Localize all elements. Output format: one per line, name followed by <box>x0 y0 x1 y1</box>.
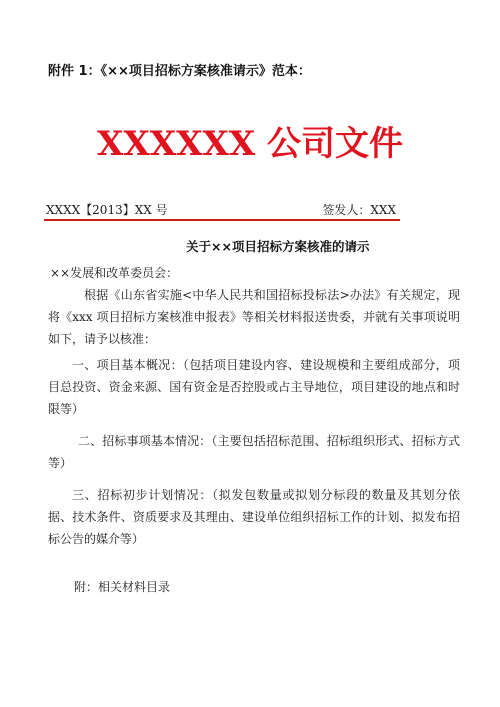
paragraph-tender-plan: 三、招标初步计划情况：（拟发包数量或拟划分标段的数量及其划分依据、技术条件、资质要求及其理由、建设单位组织招标工作的计划、拟发布招标公告的媒介等） <box>48 488 460 546</box>
red-divider-rule <box>44 219 400 221</box>
document-heading: XXXXXX 公司文件 <box>96 124 404 164</box>
issuer-line: 签发人：XXX <box>322 203 396 217</box>
paragraph-intro: 根据《山东省实施<中华人民共和国招标投标法>办法》有关规定，现将《xxx 项目招标方案核准申报表》等相关材料报送贵委，并就有关事项说明如下，请予以核准： <box>48 288 460 346</box>
addressee: ××发展和改革委员会： <box>50 266 179 280</box>
request-title: 关于××项目招标方案核准的请示 <box>186 239 370 254</box>
appendix-note: 附：相关材料目录 <box>74 580 171 594</box>
attachment-label: 附件 1：《××项目招标方案核准请示》范本： <box>48 64 311 79</box>
document-number: XXXX【2013】XX 号 <box>46 203 168 217</box>
paragraph-tender-items: 二、招标事项基本情况：（主要包括招标范围、招标组织形式、招标方式等） <box>48 434 460 470</box>
paragraph-project-overview: 一、项目基本概况：（包括项目建设内容、建设规模和主要组成部分，项目总投资、资金来源、国有资金是否控股或占主导地位，项目建设的地点和时限等） <box>48 358 460 416</box>
